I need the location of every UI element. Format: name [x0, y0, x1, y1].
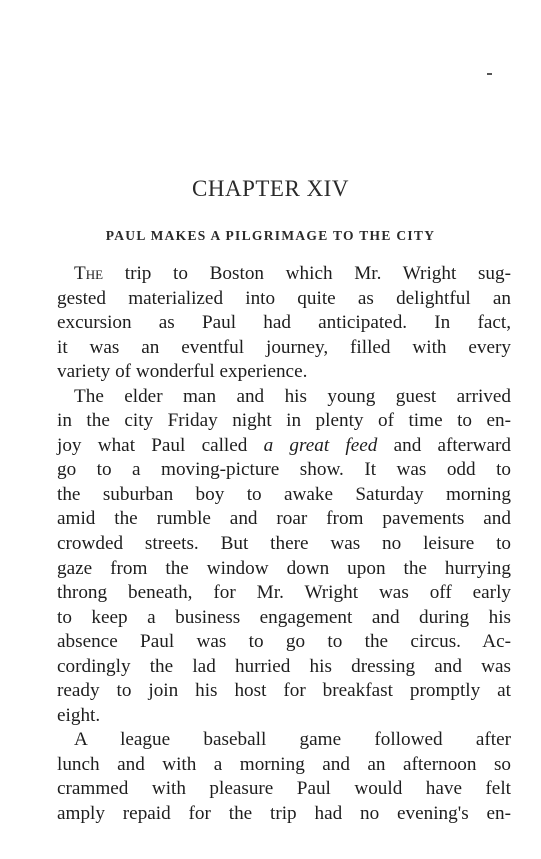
paragraph-2-line-11: absence Paul was to go to the circus. Ac- — [57, 631, 511, 653]
ink-speck — [487, 73, 492, 75]
paragraph-1-line-3: excursion as Paul had anticipated. In fact, — [57, 312, 511, 334]
paragraph-2-line-4: go to a moving-picture show. It was odd to — [57, 459, 511, 481]
paragraph-2-line-3 — [57, 434, 511, 459]
paragraph-2-line-10: to keep a business engagement and during his — [57, 606, 511, 628]
paragraph-3-line-3: crammed with pleasure Paul would have felt — [57, 778, 511, 800]
text-line: trip to Boston which Mr. Wright sug- — [124, 263, 512, 284]
paragraph-2-line-7: crowded streets. But there was no leisure to — [57, 533, 511, 555]
paragraph-2-line-14: eight. — [57, 704, 101, 726]
paragraph-2-line-1: The elder man and his young guest arrived — [74, 385, 511, 407]
paragraph-2-line-8: gaze from the window down upon the hurrying — [57, 557, 511, 579]
paragraph-2-line-6: amid the rumble and roar from pavements and — [57, 508, 511, 530]
paragraph-1-line-4: it was an eventful journey, filled with every — [57, 336, 511, 358]
paragraph-2-line-5: the suburban boy to awake Saturday morning — [57, 483, 511, 505]
chapter-title: PAUL MAKES A PILGRIMAGE TO THE CITY — [105, 228, 436, 243]
paragraph-2-line-13: ready to join his host for breakfast promptly at — [57, 680, 511, 702]
paragraph-1-line-1 — [57, 262, 511, 287]
text-segment: joy what Paul called — [57, 434, 248, 456]
lead-word: The — [74, 263, 104, 284]
paragraph-3-line-4: amply repaid for the trip had no evening's en- — [57, 803, 511, 825]
paragraph-2-line-12: cordingly the lad hurried his dressing and was — [57, 655, 511, 677]
paragraph-2-line-2: in the city Friday night in plenty of time to en- — [57, 410, 511, 432]
paragraph-3-line-2: lunch and with a morning and an afternoon so — [57, 753, 511, 775]
body-text — [57, 262, 511, 827]
paragraph-1-line-5: variety of wonderful experience. — [57, 361, 308, 383]
paragraph-3-line-1: A league baseball game followed after — [74, 729, 511, 751]
chapter-heading: CHAPTER XIV — [192, 176, 349, 201]
paragraph-2-line-9: throng beneath, for Mr. Wright was off early — [57, 582, 511, 604]
emphasized-phrase: a great feed — [263, 434, 378, 456]
paragraph-1-line-2: gested materialized into quite as delightful an — [57, 287, 511, 309]
text-segment: and afterward — [393, 434, 512, 456]
